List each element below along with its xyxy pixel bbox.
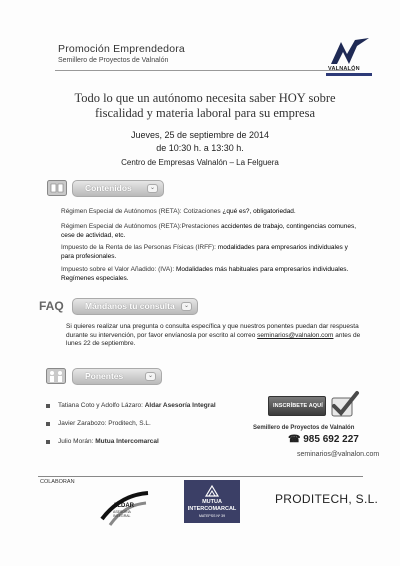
ponentes-label: Ponentes [85, 371, 124, 381]
event-place: Centro de Empresas Valnalón – La Felguera [121, 158, 279, 167]
mutua-line-2: INTERCOMARCAL [187, 506, 237, 512]
event-time: de 10:30 h. a 13:30 h. [156, 143, 244, 153]
book-icon [47, 180, 67, 196]
phone-icon: ☎ [288, 434, 301, 445]
ponente-1-bullet [46, 404, 50, 408]
inscribete-label: INSCRÍBETE AQUÍ [273, 403, 323, 409]
consulta-text [66, 323, 366, 349]
logo-text: VALNALÓN [328, 66, 360, 72]
proditech-logo: PRODITECH, S.L. [275, 492, 379, 506]
ponente-1-name: Tatiana Coto y Adolfo Lázaro: [58, 402, 145, 409]
mutua-emblem-icon [204, 484, 220, 498]
faq-icon [38, 296, 70, 314]
ponente-3-name: Julio Morán: [58, 438, 96, 445]
inscribete-button[interactable] [268, 396, 326, 416]
ponente-3-bullet [46, 440, 50, 444]
contenidos-item-3-lead: Impuesto de la Renta de las Personas Físicas (IRFF): [61, 244, 218, 251]
logo-bar [326, 73, 372, 76]
ponentes-header [72, 368, 162, 385]
header-divider [55, 70, 355, 71]
header-subtitle: Semillero de Proyectos de Valnalón [58, 57, 169, 64]
headline: Todo lo que un autónomo necesita saber HOY sobre fiscalidad y materia laboral para su empresa [74, 91, 336, 120]
aldar-logo-icon [100, 489, 150, 529]
ponente-1 [58, 402, 216, 409]
people-icon [46, 368, 66, 384]
ponente-3 [58, 438, 159, 445]
ponente-1-org: Aldar Asesoría Integral [144, 402, 216, 409]
contenidos-item-3-detail: modalidades para empresarios individuales y para profesionales. [61, 244, 348, 260]
inscripcion-email[interactable]: seminarios@valnalon.com [297, 451, 380, 458]
ponente-2-bullet [46, 422, 50, 426]
aldar-line-2: INTEGRAL [113, 514, 131, 518]
mutua-line-1: MUTUA [202, 499, 222, 505]
footer-divider [38, 476, 363, 477]
ponente-2-name: Javier Zarabozo: [58, 420, 109, 427]
consulta-text-1: Si quieres realizar una pregunta o consulta específica y que nuestros ponentes puedan dar respuesta durante su intervención, por favor envíanosla por escrito al correo [66, 323, 359, 339]
contenidos-chevron-icon: ⌄ [147, 184, 158, 193]
contenidos-item-4 [61, 266, 361, 283]
inscripcion-phone: 985 692 227 [303, 434, 359, 445]
event-date: Jueves, 25 de septiembre de 2014 [130, 130, 270, 140]
ponentes-chevron-icon: ⌄ [145, 372, 156, 381]
contenidos-header [72, 180, 164, 197]
consulta-email-link[interactable]: seminarios@valnalon.com [257, 331, 334, 339]
contenidos-label: Contenidos [85, 183, 132, 193]
contenidos-item-4-lead: Impuesto sobre el Valor Añadido: (IVA): [61, 266, 177, 273]
consulta-label: Mándanos tu consulta [85, 301, 175, 311]
ponente-2-org: Proditech, S.L. [108, 420, 151, 427]
consulta-chevron-icon: ⌄ [181, 302, 192, 311]
colaboran-label: COLABORAN [40, 479, 75, 485]
aldar-line-1: ASESORÍA [113, 510, 131, 514]
aldar-name: ALDAR [113, 503, 134, 509]
contenidos-item-1-detail: ¿qué es?, obligatoriedad. [222, 208, 296, 215]
contenidos-item-2-lead: Régimen Especial de Autónomos (RETA):Prestaciones [61, 223, 221, 230]
header-title: Promoción Emprendedora [58, 43, 185, 55]
contenidos-item-2 [61, 223, 361, 240]
ponente-3-org: Mutua Intercomarcal [95, 438, 159, 445]
contenidos-item-4-detail: Modalidades más habituales para empresarios individuales. Regímenes especiales. [61, 266, 349, 282]
contenidos-item-2-detail: accidentes de trabajo, contingencias comunes, cese de actividad, etc. [61, 223, 357, 239]
consulta-text-2: antes de lunes 22 de septiembre. [66, 331, 361, 348]
inscripcion-org: Semillero de Proyectos de Valnalón [253, 425, 355, 431]
ponente-2 [58, 420, 151, 427]
contenidos-item-1-lead: Régimen Especial de Autónomos (RETA): Cotizaciones [61, 208, 223, 215]
faq-icon-text: FAQ [39, 299, 64, 313]
contenidos-item-1 [61, 208, 361, 217]
inscripcion-phone-row [288, 434, 359, 445]
mutua-line-3: MATEPSS Nº 39 [198, 514, 226, 518]
contenidos-item-3 [61, 244, 361, 261]
checkmark-icon [326, 390, 360, 420]
consulta-header [72, 298, 198, 315]
